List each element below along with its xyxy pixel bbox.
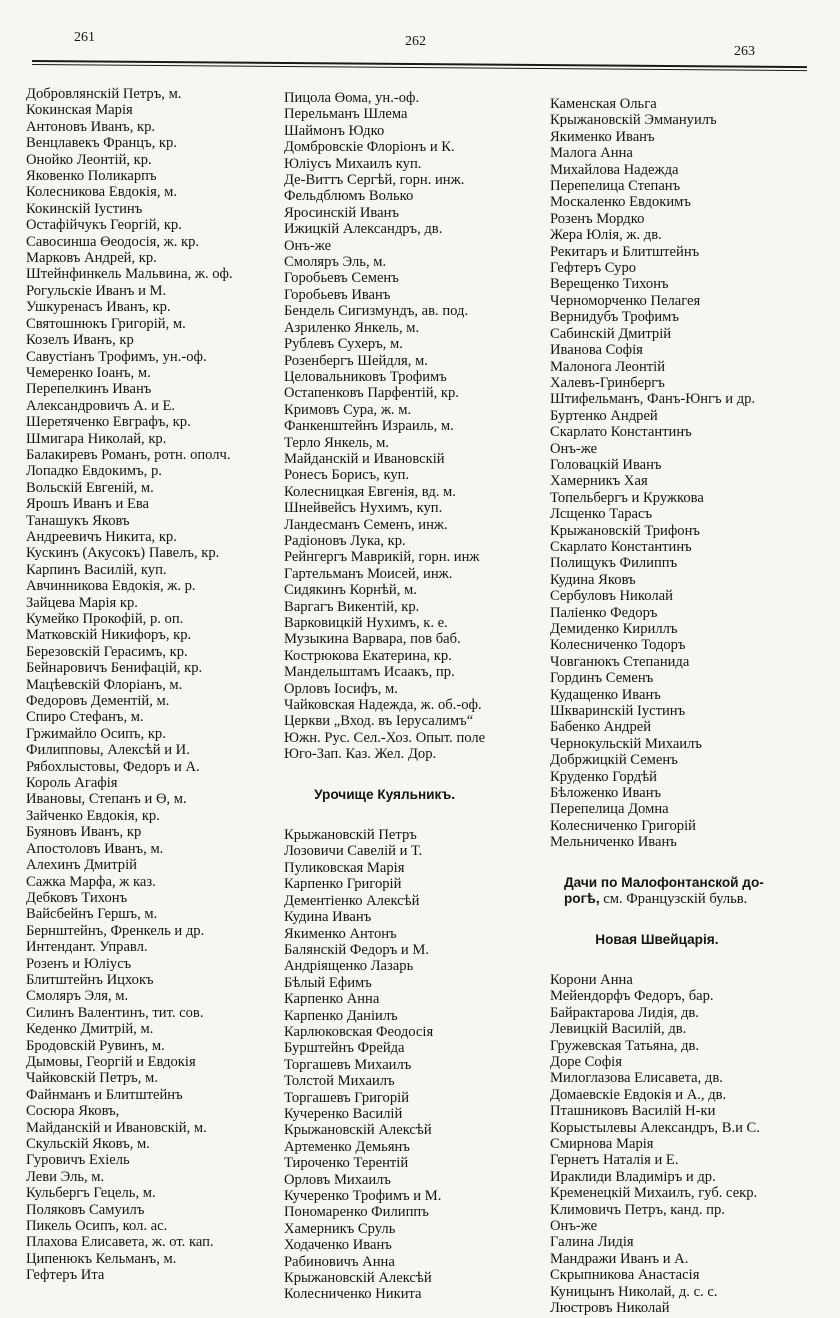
list-item: Силинъ Валентинъ, тит. сов.	[26, 1004, 204, 1021]
list-item: Лопадко Евдокимъ, р.	[26, 463, 162, 480]
list-item: Жера Юлія, ж. дв.	[550, 227, 662, 244]
list-item: Церкви „Вход. въ Іерусалимъ“	[284, 713, 474, 730]
list-item: Онъ-же	[284, 237, 332, 254]
list-item: Ландесманъ Семенъ, инж.	[284, 516, 448, 533]
entry-list	[284, 90, 485, 763]
list-item: Вайсбейнъ Гершъ, м.	[26, 906, 158, 923]
spacer	[550, 908, 764, 932]
list-item: Паліенко Федоръ	[550, 604, 658, 621]
list-item: Колесникова Евдокія, м.	[26, 184, 178, 201]
section-header-novaya-shveytsariya: Новая Швейцарія.	[595, 931, 719, 947]
list-item: Гефтеръ Суро	[550, 260, 637, 277]
list-item: Шаймонъ Юдко	[284, 122, 385, 139]
list-item: Пицола Өома, ун.-оф.	[284, 90, 420, 106]
list-item: Венцлавекъ Францъ, кр.	[26, 135, 177, 152]
list-item: Крыжановскій Петръ	[284, 827, 417, 844]
list-item: Рублевъ Сухеръ, м.	[284, 336, 403, 353]
list-item: Малонога Леонтій	[550, 358, 666, 375]
list-item: Файнманъ и Блитштейнъ	[26, 1086, 183, 1103]
spacer	[550, 948, 764, 972]
list-item: Крыжановскій Эммануилъ	[550, 112, 717, 129]
section-header-dachi-line2	[564, 891, 764, 907]
list-item: Радіоновъ Лука, кр.	[284, 532, 406, 549]
list-item: Штейнфинкель Мальвина, ж. оф.	[26, 266, 233, 283]
list-item: Демиденко Кириллъ	[550, 621, 678, 637]
list-item: Карлюковская Феодосія	[284, 1023, 434, 1040]
list-item: Балянскій Федоръ и М.	[284, 941, 429, 958]
list-item: Гординъ Семенъ	[550, 670, 654, 687]
spacer	[284, 803, 485, 827]
list-item: Балакиревъ Романъ, ротн. ополч.	[26, 446, 231, 463]
list-item: Сидякинъ Корнѣй, м.	[284, 582, 417, 599]
list-item: Кучеренко Василій	[284, 1105, 403, 1122]
list-item: Юго-Зап. Каз. Жел. Дор.	[284, 746, 437, 763]
list-item: Пономаренко Филиппъ	[284, 1204, 429, 1221]
list-item: Ираклиди Владиміръ и др.	[550, 1168, 716, 1185]
list-item: Гартельманъ Моисей, инж.	[284, 565, 453, 582]
list-item: Торгашевъ Михаилъ	[284, 1056, 412, 1073]
section-header-dachi-rest: см. Французскій бульв.	[599, 891, 748, 908]
list-item: Юліусъ Михаилъ куп.	[284, 155, 422, 172]
list-item: Чайковская Надежда, ж. об.-оф.	[284, 697, 482, 714]
list-item: Перельманъ Шлема	[284, 106, 408, 123]
list-item: Варковицкій Нухимъ, к. е.	[284, 615, 448, 631]
list-item: Савосинша Өеодосія, ж. кр.	[26, 233, 200, 250]
list-item: Галина Лидія	[550, 1234, 634, 1251]
list-item: Домбровскіе Флоріонъ и К.	[284, 139, 455, 156]
list-item: Головацкій Иванъ	[550, 456, 662, 473]
list-item: Марковъ Андрей, кр.	[26, 250, 157, 267]
list-item: Филипповы, Алексѣй и И.	[26, 742, 190, 759]
list-item: Рекитаръ и Блитштейнъ	[550, 243, 700, 260]
list-item: Бурштейнъ Фрейда	[284, 1040, 405, 1057]
list-item: Штифельманъ, Фанъ-Юнгъ и др.	[550, 391, 756, 408]
list-item: Колесниченко Тодоръ	[550, 637, 686, 654]
list-item: Александровичъ А. и Е.	[26, 397, 176, 414]
list-item: Човганюкъ Степанида	[550, 653, 690, 670]
list-item: Москаленко Евдокимъ	[550, 194, 691, 211]
list-item: Дымовы, Георгій и Евдокія	[26, 1053, 196, 1070]
list-item: Круденко Гордѣй	[550, 768, 657, 785]
list-item: Федоровъ Дементій, м.	[26, 693, 170, 710]
list-item: Горобьевъ Иванъ	[284, 286, 391, 303]
list-item: Терло Янкель, м.	[284, 434, 390, 451]
list-item: Де-Виттъ Сергѣй, горн. инж.	[284, 172, 465, 189]
list-item: Король Агафія	[26, 775, 118, 792]
list-item: Мандражи Иванъ и А.	[550, 1250, 689, 1267]
list-item: Сосюра Яковъ,	[26, 1103, 120, 1120]
section-header-kuyalnik: Урочище Куяльникъ.	[314, 786, 456, 802]
list-item: Южн. Рус. Сел.-Хоз. Опыт. поле	[284, 729, 486, 746]
list-item: Апостоловъ Иванъ, м.	[26, 840, 164, 857]
list-item: Горобьевъ Семенъ	[284, 270, 399, 287]
list-item: Куницынъ Николай, д. с. с.	[550, 1283, 718, 1300]
list-item: Шмигара Николай, кр.	[26, 430, 167, 447]
list-item: Савустіанъ Трофимъ, ун.-оф.	[26, 348, 207, 365]
list-item: Шнейвейсъ Нухимъ, куп.	[284, 500, 443, 517]
list-item: Кучеренко Трофимъ и М.	[284, 1188, 442, 1204]
list-item: Рейнгергъ Маврикій, горн. инж	[284, 549, 480, 566]
list-item: Милоглазова Елисавета, дв.	[550, 1070, 723, 1087]
list-item: Якименко Иванъ	[550, 128, 655, 145]
list-item: Толстой Михаилъ	[284, 1073, 395, 1090]
entry-list	[284, 827, 485, 1303]
list-item: Торгашевъ Григорій	[284, 1089, 410, 1106]
list-item: Розенъ и Юліусъ	[26, 955, 132, 972]
list-item: Остафійчукъ Георгій, кр.	[26, 217, 182, 234]
list-item: Кумейко Прокофій, р. оп.	[26, 611, 184, 627]
list-item: Розенбергъ Шейдля, м.	[284, 352, 428, 369]
list-item: Гефтеръ Ита	[26, 1267, 105, 1284]
list-item: Домаевскіе Евдокія и А., дв.	[550, 1086, 727, 1103]
list-item: Колесниченко Григорій	[550, 817, 696, 834]
list-item: Рогульскіе Иванъ и М.	[26, 282, 167, 299]
list-item: Танашукъ Яковъ	[26, 512, 130, 529]
list-item: Кеденко Дмитрій, м.	[26, 1021, 154, 1038]
list-item: Фанкенштейнъ Израиль, м.	[284, 418, 454, 435]
list-item: Колесниченко Никита	[284, 1286, 422, 1303]
page-number-center: 262	[405, 34, 426, 49]
list-item: Кудина Иванъ	[284, 909, 372, 926]
list-item: Онъ-же	[550, 1218, 598, 1234]
page-number-left: 261	[74, 30, 95, 45]
list-item: Хамерникъ Сруль	[284, 1220, 396, 1237]
spacer	[550, 851, 764, 875]
list-item: Зайцева Марія кр.	[26, 594, 138, 611]
list-item: Байрактарова Лидія, дв.	[550, 1004, 699, 1021]
list-item: Музыкина Варвара, пов баб.	[284, 631, 461, 648]
list-item: Березовскій Герасимъ, кр.	[26, 643, 188, 660]
list-item: Майданскій и Ивановскій, м.	[26, 1119, 207, 1136]
list-item: Андріященко Лазарь	[284, 958, 414, 975]
list-item: Кудина Яковъ	[550, 571, 636, 588]
list-item: Орловъ Михаилъ	[284, 1171, 391, 1188]
list-item: Михайлова Надежда	[550, 161, 679, 178]
list-item: Каменская Ольга	[550, 96, 657, 112]
list-item: Гуровичъ Exіель	[26, 1152, 130, 1169]
list-item: Бѣлый Ефимъ	[284, 974, 372, 991]
list-item: Перепелкинъ Иванъ	[26, 381, 152, 398]
list-item: Кримовъ Сура, ж. м.	[284, 401, 412, 418]
list-item: Чайковскій Петръ, м.	[26, 1070, 158, 1087]
list-item: Яросинскій Иванъ	[284, 204, 399, 221]
list-item: Скарлато Константинъ	[550, 538, 692, 555]
list-item: Скульскій Яковъ, м.	[26, 1136, 150, 1152]
section-header-dachi-bold: рогѣ,	[564, 891, 600, 907]
list-item: Варгагъ Викентій, кр.	[284, 598, 420, 615]
list-item: Авчинникова Евдокія, ж. р.	[26, 578, 196, 595]
list-item: Кокинскій Іустинъ	[26, 200, 143, 217]
list-item: Алехинъ Дмитрій	[26, 857, 137, 874]
list-item: Перепелица Степанъ	[550, 178, 681, 195]
list-item: Буртенко Андрей	[550, 407, 658, 424]
list-item: Лозовичи Савелій и Т.	[284, 843, 423, 860]
list-item: Карпинъ Василій, куп.	[26, 561, 167, 578]
list-item: Сабинскій Дмитрій	[550, 325, 672, 342]
list-item: Карпенко Анна	[284, 991, 380, 1008]
list-item: Блитштейнъ Ицхокъ	[26, 971, 154, 988]
list-item: Бендель Сигизмундъ, ав. под.	[284, 303, 469, 320]
list-item: Майданскій и Ивановскій	[284, 450, 445, 467]
list-item: Розенъ Мордко	[550, 210, 645, 227]
column-right	[550, 96, 764, 1316]
list-item: Крыжановскій Алексѣй	[284, 1122, 432, 1139]
list-item: Кременецкій Михаилъ, губ. секр.	[550, 1185, 758, 1202]
spacer	[284, 763, 485, 787]
list-item: Корони Анна	[550, 971, 633, 988]
list-item: Буяновъ Иванъ, кр	[26, 824, 142, 841]
list-item: Пуликовская Марія	[284, 859, 405, 876]
entry-list	[26, 86, 233, 1284]
list-item: Ходаченко Иванъ	[284, 1237, 392, 1254]
list-item: Корыстылевы Александръ, В.и С.	[550, 1119, 760, 1136]
list-item: Пикель Осипъ, кол. ас.	[26, 1218, 168, 1235]
list-item: Иванова Софія	[550, 342, 643, 359]
list-item: Шеретяченко Евграфъ, кр.	[26, 414, 191, 431]
list-item: Козелъ Иванъ, кр	[26, 332, 134, 349]
list-item: Плахова Елисавета, ж. от. кап.	[26, 1234, 214, 1251]
list-item: Гружевская Татьяна, дв.	[550, 1037, 700, 1054]
list-item: Добржицкій Семенъ	[550, 752, 678, 769]
list-item: Бернштейнъ, Френкель и др.	[26, 922, 205, 939]
list-item: Бродовскій Рувинъ, м.	[26, 1037, 165, 1054]
list-item: Крыжановскій Алексѣй	[284, 1270, 432, 1287]
page-number-right: 263	[734, 44, 755, 59]
list-item: Бабенко Андрей	[550, 719, 652, 736]
list-item: Интендант. Управл.	[26, 939, 148, 956]
list-item: Халевъ-Гринбергъ	[550, 374, 665, 391]
list-item: Климовичъ Петръ, канд. пр.	[550, 1201, 725, 1218]
list-item: Фельдблюмъ Волько	[284, 188, 414, 205]
list-item: Мейендорфъ Федоръ, бар.	[550, 988, 714, 1005]
list-item: Артеменко Демьянъ	[284, 1138, 410, 1155]
list-item: Зайченко Евдокія, кр.	[26, 807, 160, 824]
list-item: Тироченко Терентій	[284, 1155, 409, 1172]
list-item: Якименко Антонъ	[284, 925, 397, 942]
list-item: Дебковъ Тихонъ	[26, 889, 128, 906]
list-item: Кудащенко Иванъ	[550, 686, 661, 703]
list-item: Перепелица Домна	[550, 801, 669, 818]
list-item: Бѣложенко Иванъ	[550, 785, 662, 802]
list-item: Гржимайло Осипъ, кр.	[26, 725, 166, 742]
list-item: Полищукъ Филиппъ	[550, 555, 678, 572]
list-item: Леви Эль, м.	[26, 1168, 105, 1185]
list-item: Карпенко Григорій	[284, 876, 402, 893]
list-item: Смоляръ Эль, м.	[284, 254, 387, 271]
list-item: Целовальниковъ Трофимъ	[284, 368, 447, 385]
list-item: Добровлянскій Петръ, м.	[26, 86, 182, 102]
list-item: Остапенковъ Парфентій, кр.	[284, 385, 459, 402]
list-item: Скарлато Константинъ	[550, 424, 692, 441]
list-item: Поляковъ Самуилъ	[26, 1201, 145, 1218]
list-item: Вернидубъ Трофимъ	[550, 309, 679, 326]
list-item: Ципенюкъ Кельманъ, м.	[26, 1250, 177, 1267]
list-item: Рябохлыстовы, Федоръ и А.	[26, 758, 200, 775]
list-item: Шкваринскій Іустинъ	[550, 703, 686, 720]
list-item: Кострюкова Екатерина, кр.	[284, 647, 452, 664]
list-item: Смоляръ Эля, м.	[26, 988, 129, 1005]
list-item: Кускинъ (Акусокъ) Павелъ, кр.	[26, 545, 220, 562]
list-item: Бейнаровичъ Бенифацій, кр.	[26, 660, 203, 677]
list-item: Антоновъ Иванъ, кр.	[26, 118, 156, 135]
list-item: Лсщенко Тарасъ	[550, 506, 653, 523]
list-item: Доре Софія	[550, 1053, 622, 1070]
list-item: Люстровъ Николай	[550, 1300, 670, 1317]
list-item: Ронесъ Борисъ, куп.	[284, 467, 410, 484]
list-item: Ярошъ Иванъ и Ева	[26, 496, 150, 513]
column-middle	[284, 90, 485, 1303]
list-item: Колесницкая Евгенія, вд. м.	[284, 483, 456, 500]
list-item: Онъ-же	[550, 440, 598, 457]
list-item: Чернокульскій Михаилъ	[550, 735, 702, 752]
list-item: Пташниковъ Василій Н-ки	[550, 1103, 716, 1120]
list-item: Кокинская Марія	[26, 102, 133, 119]
list-item: Крыжановскій Трифонъ	[550, 522, 700, 539]
list-item: Ижицкій Александръ, дв.	[284, 221, 443, 238]
list-item: Смирнова Марія	[550, 1135, 654, 1152]
list-item: Черноморченко Пелагея	[550, 292, 701, 309]
list-item: Андреевичъ Никита, кр.	[26, 528, 177, 545]
entry-list	[550, 972, 764, 1317]
entry-list	[550, 96, 764, 851]
list-item: Орловъ Іосифъ, м.	[284, 680, 398, 697]
list-item: Сажка Марфа, ж каз.	[26, 873, 156, 890]
list-item: Кульбергъ Гецель, м.	[26, 1185, 156, 1202]
list-item: Мандельштамъ Исаакъ, пр.	[284, 664, 455, 681]
column-left	[26, 86, 233, 1284]
list-item: Сербуловъ Николай	[550, 588, 673, 605]
list-item: Малога Анна	[550, 145, 633, 162]
list-item: Чемеренко Іоанъ, м.	[26, 364, 151, 381]
list-item: Хамерникъ Хая	[550, 473, 648, 490]
list-item: Дементіенко Алексѣй	[284, 892, 420, 909]
list-item: Гернетъ Наталія и Е.	[550, 1152, 679, 1169]
list-item: Ивановы, Степанъ и Ө, м.	[26, 791, 187, 808]
list-item: Яковенко Поликарпъ	[26, 168, 157, 185]
list-item: Азриленко Янкель, м.	[284, 319, 420, 336]
list-item: Рабиновичъ Анна	[284, 1253, 395, 1270]
list-item: Скрыпникова Анастасія	[550, 1267, 700, 1284]
list-item: Левицкій Василій, дв.	[550, 1021, 687, 1038]
list-item: Карпенко Даніилъ	[284, 1007, 398, 1024]
list-item: Топельбергъ и Кружкова	[550, 489, 704, 506]
list-item: Спиро Стефанъ, м.	[26, 709, 144, 726]
list-item: Святошнюкъ Григорій, м.	[26, 315, 186, 332]
list-item: Вольскій Евгеній, м.	[26, 479, 154, 496]
list-item: Мацѣевскій Флоріанъ, м.	[26, 676, 183, 693]
list-item: Онойко Леонтій, кр.	[26, 151, 152, 168]
list-item: Верещенко Тихонъ	[550, 276, 669, 293]
list-item: Матковскій Никифоръ, кр.	[26, 627, 192, 644]
list-item: Мельниченко Иванъ	[550, 834, 677, 851]
section-header-dachi-line1: Дачи по Малофонтанской до-	[564, 874, 764, 890]
list-item: Ушкуренасъ Иванъ, кр.	[26, 299, 171, 316]
